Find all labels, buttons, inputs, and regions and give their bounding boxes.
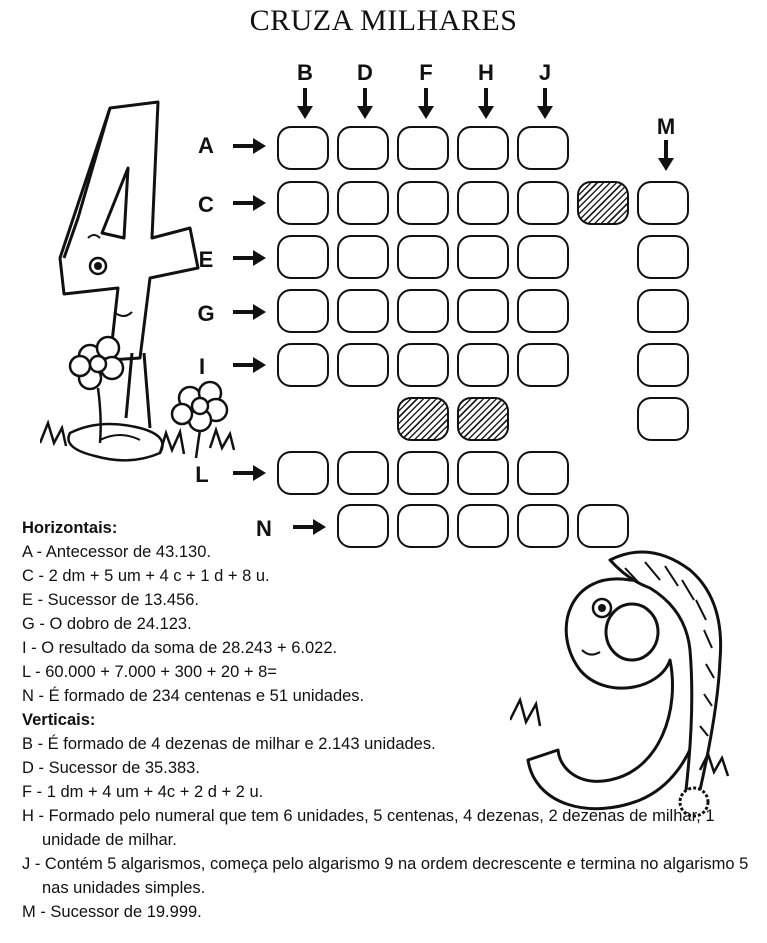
grid-cell-m-4[interactable] [637,343,689,387]
row-label-i: I [198,354,206,379]
grid-cell-g-5[interactable] [517,289,569,333]
grid-cell-a-3[interactable] [397,126,449,170]
grid-cell-a-5[interactable] [517,126,569,170]
horizontal-clue-e: E - Sucessor de 13.456. [22,591,200,609]
number-four-character-illustration [40,98,270,478]
row-label-c: C [198,192,214,217]
grid-cell-m-2[interactable] [637,235,689,279]
row-label-g: G [197,301,215,326]
grid-cell-l-1[interactable] [277,451,329,495]
grid-cell-e-1[interactable] [277,235,329,279]
grid-cell-a-4[interactable] [457,126,509,170]
column-label-f: F [419,60,433,85]
horizontal-clue-i: I - O resultado da soma de 28.243 + 6.022. [22,639,338,657]
grid-cell-i-3[interactable] [397,343,449,387]
grid-cell-i-2[interactable] [337,343,389,387]
down-arrow-icon [356,88,374,120]
down-arrow-icon [296,88,314,120]
grid-cell-a-2[interactable] [337,126,389,170]
row-label-a: A [198,133,214,158]
grid-cell-i-4[interactable] [457,343,509,387]
grid-cell-i-5[interactable] [517,343,569,387]
column-label-j: J [538,60,552,85]
grid-cell-l-4[interactable] [457,451,509,495]
vertical-clue-m: M - Sucessor de 19.999. [22,903,202,921]
page-title: CRUZA MILHARES [249,4,518,37]
vertical-clue-b: B - É formado de 4 dezenas de milhar e 2.143 unidades. [22,735,436,753]
grid-cell-c-2[interactable] [337,181,389,225]
column-label-b: B [297,60,313,85]
grid-cell-m-5[interactable] [637,397,689,441]
grid-cell-c-3[interactable] [397,181,449,225]
clues-section [22,516,752,924]
horizontal-clue-g: G - O dobro de 24.123. [22,615,192,633]
down-arrow-icon [417,88,435,120]
grid-cell-e-4[interactable] [457,235,509,279]
grid-cell-g-1[interactable] [277,289,329,333]
grid-cell-c-7[interactable] [637,181,689,225]
horizontal-clue-a: A - Antecessor de 43.130. [22,543,211,561]
grid-cell-l-2[interactable] [337,451,389,495]
grid-cell-e-5[interactable] [517,235,569,279]
vertical-clue-d: D - Sucessor de 35.383. [22,759,200,777]
down-arrow-icon [477,88,495,120]
grid-cell-g-2[interactable] [337,289,389,333]
blocked-cell [397,397,449,441]
grid-cell-c-5[interactable] [517,181,569,225]
row-label-l: L [195,462,209,487]
column-label-d: D [357,60,373,85]
horizontal-clue-n: N - É formado de 234 centenas e 51 unidades. [22,687,365,705]
column-label-m: M [656,114,676,139]
vertical-clues-heading: Verticais: [22,711,96,729]
down-arrow-icon [536,88,554,120]
blocked-cell [577,181,629,225]
grid-cell-c-1[interactable] [277,181,329,225]
row-label-e: E [198,247,214,272]
vertical-clue-h: H - Formado pelo numeral que tem 6 unidades, 5 centenas, 4 dezenas, 2 dezenas de milhar, 1 unidade de milhar. [22,807,715,849]
grid-cell-c-4[interactable] [457,181,509,225]
vertical-clue-f: F - 1 dm + 4 um + 4c + 2 d + 2 u. [22,783,264,801]
grid-cell-i-1[interactable] [277,343,329,387]
grid-cell-l-5[interactable] [517,451,569,495]
horizontal-clue-c: C - 2 dm + 5 um + 4 c + 1 d + 8 u. [22,567,270,585]
horizontal-clue-l: L - 60.000 + 7.000 + 300 + 20 + 8= [22,663,277,681]
grid-cell-l-3[interactable] [397,451,449,495]
grid-cell-e-2[interactable] [337,235,389,279]
grid-cell-m-3[interactable] [637,289,689,333]
vertical-clue-j: J - Contém 5 algarismos, começa pelo algarismo 9 na ordem decrescente e termina no algarismo 5 nas unidades simples. [22,855,749,897]
down-arrow-icon [657,140,675,172]
horizontal-clues-heading: Horizontais: [22,519,118,537]
grid-cell-g-4[interactable] [457,289,509,333]
column-label-h: H [478,60,494,85]
grid-cell-g-3[interactable] [397,289,449,333]
row-label-n: N [256,516,272,541]
grid-cell-e-3[interactable] [397,235,449,279]
blocked-cell [457,397,509,441]
grid-cell-a-1[interactable] [277,126,329,170]
